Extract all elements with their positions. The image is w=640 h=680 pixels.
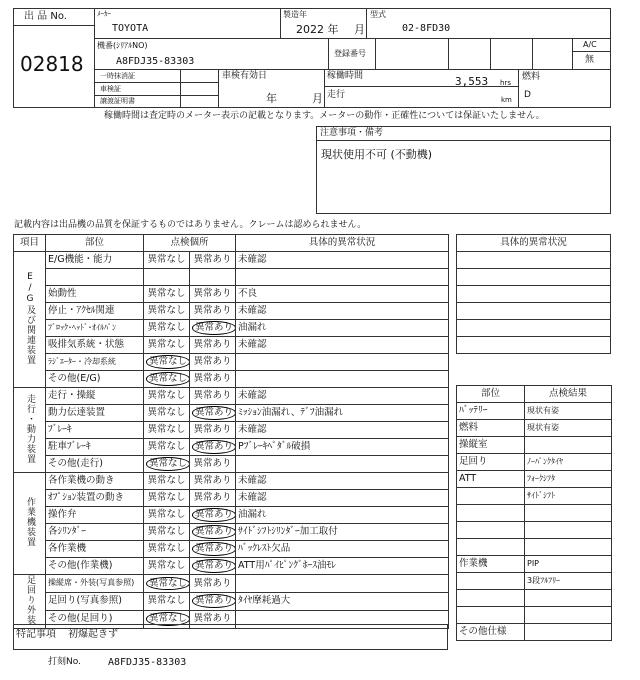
table-row [14, 541, 449, 558]
hours-label: 稼働時間 [327, 71, 364, 81]
serial-value: A8FDJ35-83303 [116, 56, 195, 67]
ok-cell [144, 286, 190, 303]
detail-cell: Pﾌﾞﾚｰｷﾍﾟﾀﾞﾙ破損 [236, 439, 449, 456]
right-top-cell [457, 269, 611, 286]
ok-cell [144, 252, 190, 269]
result-row [457, 590, 612, 607]
result-part: その他仕様 [457, 624, 525, 641]
result-value [525, 522, 612, 539]
ng-label: 異常あり [193, 356, 232, 368]
part-cell: ﾗｼﾞｴｰﾀｰ・冷却系統 [46, 354, 144, 371]
result-part: ATT [457, 471, 525, 488]
header-check: 点検個所 [144, 235, 236, 252]
ng-label: 異常あり [193, 458, 232, 470]
ng-cell [190, 303, 236, 320]
ac-label: A/C [583, 40, 597, 49]
special-notes-label: 特記事項 [16, 629, 56, 640]
ng-circled: 異常あり [192, 525, 236, 539]
ng-label: 異常あり [193, 424, 232, 436]
registration-label: 登録番号 [334, 49, 366, 58]
right-top-cell [457, 337, 611, 354]
ok-label: 異常なし [147, 543, 186, 555]
right-top-cell [457, 286, 611, 303]
detail-cell [236, 269, 449, 286]
group-name: 作業機装置 [25, 497, 35, 548]
maker-label: ﾒｰｶｰ [97, 10, 111, 18]
part-cell: 操作弁 [46, 507, 144, 524]
result-part: 足回り [457, 454, 525, 471]
ng-label: 異常あり [193, 288, 232, 300]
ok-label: 異常なし [147, 526, 186, 538]
table-header-row [14, 235, 449, 252]
ok-label: 異常なし [147, 424, 186, 436]
result-row [457, 454, 612, 471]
result-value [525, 624, 612, 641]
model-value: 02-8FD30 [402, 23, 451, 34]
ok-circled: 異常なし [146, 372, 190, 386]
part-cell: 各作業機の動き [46, 473, 144, 490]
result-part [457, 488, 525, 505]
result-part [457, 607, 525, 624]
part-cell: その他(足回り) [46, 610, 144, 628]
result-header-part: 部位 [457, 386, 525, 403]
ok-cell [144, 507, 190, 524]
month-unit: 月 [354, 23, 365, 36]
inspection-table [13, 234, 449, 629]
table-row [14, 405, 449, 422]
ng-cell [190, 524, 236, 541]
right-top-row [457, 337, 611, 354]
part-cell: 始動性 [46, 286, 144, 303]
result-row [457, 403, 612, 420]
ok-label: 異常なし [147, 509, 186, 521]
year-label: 製造年 [283, 10, 307, 19]
detail-cell [236, 354, 449, 371]
ok-cell [144, 524, 190, 541]
result-row [457, 522, 612, 539]
ng-cell [190, 575, 236, 593]
ng-cell [190, 405, 236, 422]
right-top-cell [457, 252, 611, 269]
result-value: 現状有姿 [525, 420, 612, 437]
table-row [14, 507, 449, 524]
ok-cell [144, 320, 190, 337]
table-row [14, 371, 449, 388]
detail-cell [236, 371, 449, 388]
ok-cell [144, 592, 190, 610]
ok-label: 異常なし [147, 407, 186, 419]
group-name: E/G及び関連装置 [25, 271, 35, 365]
result-value: ﾉｰﾊﾟﾝｸﾀｲﾔ [525, 454, 612, 471]
group-name: 足回り外装 [25, 575, 35, 625]
ng-cell [190, 507, 236, 524]
ok-label: 異常なし [147, 339, 186, 351]
header-detail: 具体的異常状況 [236, 235, 449, 252]
inspection-month-unit: 月 [312, 92, 323, 105]
ok-label: 異常なし [147, 288, 186, 300]
result-header-row [457, 386, 612, 403]
ng-cell [190, 541, 236, 558]
result-value [525, 539, 612, 556]
cert-vehicle-inspection: 車検証 [100, 85, 121, 93]
ng-circled: 異常あり [192, 508, 236, 522]
table-row [14, 490, 449, 507]
result-row [457, 437, 612, 454]
ng-circled: 異常あり [192, 406, 236, 420]
ng-label: 異常あり [193, 305, 232, 317]
result-header-result: 点検結果 [525, 386, 612, 403]
part-cell [46, 269, 144, 286]
lot-number-label: 出 品 No. [24, 11, 67, 22]
detail-cell: 未確認 [236, 490, 449, 507]
detail-cell: 油漏れ [236, 507, 449, 524]
table-row [14, 575, 449, 593]
right-top-row [457, 303, 611, 320]
result-row [457, 539, 612, 556]
table-row [14, 286, 449, 303]
result-part: 燃料 [457, 420, 525, 437]
ng-label: 異常あり [193, 577, 232, 589]
right-top-cell [457, 320, 611, 337]
ok-circled: 異常なし [146, 577, 190, 591]
right-top-row [457, 320, 611, 337]
abnormal-detail-table [456, 234, 611, 354]
result-row [457, 624, 612, 641]
remarks-label: 注意事項・備考 [320, 128, 384, 138]
detail-cell: 未確認 [236, 337, 449, 354]
special-notes-text: 初爆起きず [68, 629, 118, 640]
result-value: 3段ﾌﾙﾌﾘｰ [525, 573, 612, 590]
result-row [457, 573, 612, 590]
part-cell: 動力伝達装置 [46, 405, 144, 422]
ng-cell [190, 388, 236, 405]
ng-cell [190, 269, 236, 286]
header-part: 部位 [46, 235, 144, 252]
ng-label: 異常あり [193, 475, 232, 487]
ng-cell [190, 490, 236, 507]
part-cell: ｵﾌﾟｼｮﾝ装置の動き [46, 490, 144, 507]
table-row [14, 354, 449, 371]
ng-label: 異常あり [193, 339, 232, 351]
group-label [14, 388, 46, 473]
right-top-row [457, 269, 611, 286]
lot-number: 02818 [20, 52, 84, 76]
group-label [14, 575, 46, 629]
ok-cell [144, 388, 190, 405]
part-cell: 走行・操縦 [46, 388, 144, 405]
result-part [457, 522, 525, 539]
part-cell: 各ｼﾘﾝﾀﾞｰ [46, 524, 144, 541]
detail-cell [236, 575, 449, 593]
group-label [14, 473, 46, 575]
model-label: 型式 [370, 10, 386, 19]
detail-cell: 未確認 [236, 422, 449, 439]
ng-label: 異常あり [193, 390, 232, 402]
fuel-value: D [524, 90, 531, 100]
ng-cell [190, 371, 236, 388]
table-row [14, 524, 449, 541]
table-row [14, 473, 449, 490]
result-value [525, 590, 612, 607]
result-part: ﾊﾞｯﾃﾘｰ [457, 403, 525, 420]
stamp-value: A8FDJ35-83303 [108, 657, 187, 668]
ok-cell [144, 439, 190, 456]
ok-cell [144, 303, 190, 320]
ok-circled: 異常なし [146, 457, 190, 471]
ok-cell [144, 422, 190, 439]
year-value: 2022 年 [296, 23, 339, 36]
ng-circled: 異常あり [192, 559, 236, 573]
part-cell: 駐車ﾌﾞﾚｰｷ [46, 439, 144, 456]
stamp-label: 打刻No. [48, 657, 81, 667]
detail-cell [236, 456, 449, 473]
ok-cell [144, 269, 190, 286]
ok-cell [144, 354, 190, 371]
result-value: PIP [525, 556, 612, 573]
inspection-result-table [456, 385, 612, 641]
ng-cell [190, 422, 236, 439]
detail-cell: 未確認 [236, 303, 449, 320]
ng-cell [190, 456, 236, 473]
result-part [457, 505, 525, 522]
ok-label: 異常なし [147, 305, 186, 317]
table-row [14, 252, 449, 269]
part-cell: 足回り(写真参照) [46, 592, 144, 610]
inspection-year-unit: 年 [266, 92, 277, 105]
ng-cell [190, 320, 236, 337]
header-item: 項目 [14, 235, 46, 252]
result-value: 現状有姿 [525, 403, 612, 420]
ok-label: 異常なし [147, 390, 186, 402]
ok-circled: 異常なし [146, 612, 190, 626]
ok-cell [144, 490, 190, 507]
ng-label: 異常あり [193, 373, 232, 385]
ok-label: 異常なし [147, 441, 186, 453]
fuel-label: 燃料 [522, 72, 541, 82]
group-label [14, 252, 46, 388]
result-row [457, 505, 612, 522]
table-row [14, 388, 449, 405]
result-part: 作業機 [457, 556, 525, 573]
ng-label: 異常あり [193, 613, 232, 625]
part-cell: 吸排気系統・状態 [46, 337, 144, 354]
detail-cell: ﾊﾞｯｸﾚｽﾄ欠品 [236, 541, 449, 558]
cert-transfer: 譲渡証明書 [100, 97, 135, 105]
ok-cell [144, 337, 190, 354]
hours-unit: hrs [500, 79, 511, 87]
result-row [457, 471, 612, 488]
table-row [14, 592, 449, 610]
ng-cell [190, 558, 236, 575]
ng-cell [190, 354, 236, 371]
part-cell: 操縦席・外装(写真参照) [46, 575, 144, 593]
table-row [14, 439, 449, 456]
result-value [525, 437, 612, 454]
detail-cell: 未確認 [236, 473, 449, 490]
right-top-header: 具体的異常状況 [457, 235, 611, 252]
cert-temp-deregistration: 一時抹消証 [100, 72, 135, 80]
ok-cell [144, 405, 190, 422]
inspection-date-label: 車検有効日 [222, 71, 268, 81]
serial-label: 機番(ｼﾘｱﾙNO) [97, 41, 148, 50]
ng-cell [190, 286, 236, 303]
detail-cell: 不良 [236, 286, 449, 303]
result-value: ﾌｫｰｸｼﾌﾀ [525, 471, 612, 488]
table-row [14, 320, 449, 337]
result-row [457, 488, 612, 505]
ok-label: 異常なし [147, 254, 186, 266]
km-unit: km [501, 96, 512, 104]
ac-value: 無 [585, 55, 595, 65]
ng-cell [190, 473, 236, 490]
detail-cell: ｻｲﾄﾞｼﾌﾄｼﾘﾝﾀﾞｰ加工取付 [236, 524, 449, 541]
maker-value: TOYOTA [112, 23, 149, 34]
right-top-row [457, 286, 611, 303]
quality-notice: 記載内容は出品機の品質を保証するものではありません。クレームは認められません。 [14, 220, 367, 230]
part-cell: その他(E/G) [46, 371, 144, 388]
ok-cell [144, 541, 190, 558]
result-row [457, 556, 612, 573]
ng-cell [190, 337, 236, 354]
part-cell: 各作業機 [46, 541, 144, 558]
table-row [14, 337, 449, 354]
part-cell: その他(作業機) [46, 558, 144, 575]
part-cell: ﾌﾞﾛｯｸ･ﾍｯﾄﾞ･ｵｲﾙﾊﾟﾝ [46, 320, 144, 337]
detail-cell: 未確認 [236, 388, 449, 405]
part-cell: 停止・ｱｸｾﾙ関連 [46, 303, 144, 320]
meter-notice: 稼働時間は査定時のメーター表示の記載となります。メーターの動作・正確性については保証いたしません。 [104, 111, 545, 121]
table-row [14, 422, 449, 439]
ok-cell [144, 558, 190, 575]
result-value [525, 505, 612, 522]
result-row [457, 607, 612, 624]
ok-label: 異常なし [147, 322, 186, 334]
ok-label: 異常なし [147, 492, 186, 504]
result-value: ｻｲﾄﾞｼﾌﾄ [525, 488, 612, 505]
ng-circled: 異常あり [192, 542, 236, 556]
ng-cell [190, 592, 236, 610]
ng-label: 異常あり [193, 254, 232, 266]
detail-cell: ATT用ﾊﾟｲﾋﾟﾝｸﾞﾎｰｽ油ﾓﾚ [236, 558, 449, 575]
part-cell: ﾌﾞﾚｰｷ [46, 422, 144, 439]
travel-label: 走行 [327, 90, 346, 100]
ok-label: 異常なし [147, 595, 186, 607]
ok-cell [144, 456, 190, 473]
detail-cell: 未確認 [236, 252, 449, 269]
table-row [14, 558, 449, 575]
ng-label: 異常あり [193, 492, 232, 504]
ok-label: 異常なし [147, 560, 186, 572]
detail-cell: ﾀｲﾔ摩耗過大 [236, 592, 449, 610]
ng-circled: 異常あり [192, 440, 236, 454]
hours-value: 3,553 [455, 75, 489, 88]
detail-cell: 油漏れ [236, 320, 449, 337]
part-cell: E/G機能・能力 [46, 252, 144, 269]
right-top-cell [457, 303, 611, 320]
result-part [457, 539, 525, 556]
right-top-header-row [457, 235, 611, 252]
ok-cell [144, 473, 190, 490]
detail-cell: ﾐｯｼｮﾝ油漏れ、ﾃﾞﾌ油漏れ [236, 405, 449, 422]
result-part: 操縦室 [457, 437, 525, 454]
remarks-text: 現状使用不可 (不動機) [321, 148, 433, 161]
result-value [525, 607, 612, 624]
ng-circled: 異常あり [192, 594, 236, 608]
result-row [457, 420, 612, 437]
ng-cell [190, 252, 236, 269]
table-row [14, 456, 449, 473]
table-row [14, 303, 449, 320]
ok-circled: 異常なし [146, 355, 190, 369]
table-row [14, 269, 449, 286]
ng-circled: 異常あり [192, 321, 236, 335]
ok-label: 異常なし [147, 475, 186, 487]
ok-cell [144, 575, 190, 593]
ng-cell [190, 439, 236, 456]
ok-cell [144, 371, 190, 388]
group-name: 走行・動力装置 [25, 393, 35, 464]
part-cell: その他(走行) [46, 456, 144, 473]
result-part [457, 590, 525, 607]
right-top-row [457, 252, 611, 269]
result-part [457, 573, 525, 590]
